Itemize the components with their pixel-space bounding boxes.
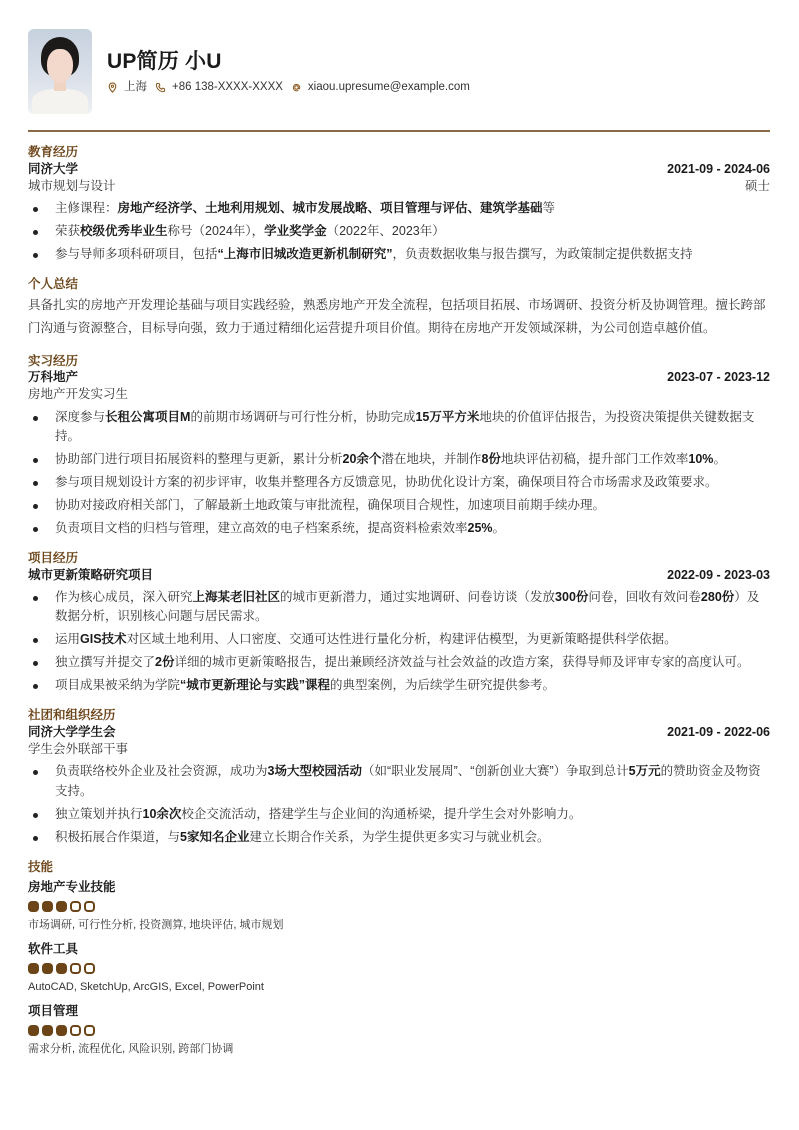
internship-entry-head bbox=[28, 369, 770, 386]
major: 城市规划与设计 bbox=[28, 178, 116, 193]
rating-dot-filled-icon bbox=[42, 1025, 53, 1036]
rating-dot-filled-icon bbox=[28, 901, 39, 912]
rating-dot-filled-icon bbox=[56, 963, 67, 974]
skill-desc: 需求分析, 流程优化, 风险识别, 跨部门协调 bbox=[28, 1043, 234, 1056]
education-entry-head bbox=[28, 161, 770, 178]
skill-level-rating bbox=[28, 901, 770, 912]
skill-name: 软件工具 bbox=[28, 942, 79, 957]
skill-item bbox=[28, 1002, 770, 1058]
project-name: 城市更新策略研究项目 bbox=[28, 567, 154, 582]
rating-dot-empty-icon bbox=[84, 901, 95, 912]
skill-name: 项目管理 bbox=[28, 1004, 79, 1019]
header-divider bbox=[28, 130, 770, 132]
list-item: 主修课程：房地产经济学、土地利用规划、城市发展战略、项目管理与评估、建筑学基础等 bbox=[28, 199, 770, 218]
organization-bullets bbox=[28, 762, 770, 847]
company-name: 万科地产 bbox=[28, 370, 79, 385]
phone-text: +86 138-XXXX-XXXX bbox=[172, 81, 283, 94]
skill-level-rating bbox=[28, 1025, 770, 1036]
section-education bbox=[28, 144, 770, 264]
organization-entry-head bbox=[28, 724, 770, 741]
internship-date: 2023-07 - 2023-12 bbox=[667, 370, 770, 385]
skill-desc: AutoCAD, SketchUp, ArcGIS, Excel, PowerPoint bbox=[28, 980, 264, 993]
list-item: 协助对接政府相关部门，了解最新土地政策与审批流程，确保项目合规性，加速项目前期手续办理。 bbox=[28, 496, 770, 515]
section-skills bbox=[28, 859, 770, 1059]
project-bullets bbox=[28, 588, 770, 695]
phone-icon bbox=[155, 82, 166, 93]
rating-dot-filled-icon bbox=[28, 1025, 39, 1036]
contact-location bbox=[107, 79, 147, 96]
skill-item bbox=[28, 940, 770, 996]
rating-dot-empty-icon bbox=[70, 1025, 81, 1036]
section-title-summary: 个人总结 bbox=[28, 277, 79, 292]
rating-dot-empty-icon bbox=[84, 1025, 95, 1036]
section-summary bbox=[28, 276, 770, 340]
rating-dot-filled-icon bbox=[42, 901, 53, 912]
candidate-name: UP简历 小U bbox=[107, 49, 222, 73]
list-item: 负责联络校外企业及社会资源，成功为3场大型校园活动（如“职业发展周”、“创新创业大赛”）争取到总计5万元的赞助资金及物资支持。 bbox=[28, 762, 770, 801]
education-bullets bbox=[28, 199, 770, 264]
rating-dot-empty-icon bbox=[84, 963, 95, 974]
school-name: 同济大学 bbox=[28, 161, 79, 176]
rating-dot-empty-icon bbox=[70, 901, 81, 912]
list-item: 独立撰写并提交了2份详细的城市更新策略报告，提出兼顾经济效益与社会效益的改造方案，获得导师及评审专家的高度认可。 bbox=[28, 653, 770, 672]
section-title-project: 项目经历 bbox=[28, 551, 79, 565]
education-date: 2021-09 - 2024-06 bbox=[667, 161, 770, 176]
section-title-education: 教育经历 bbox=[28, 145, 79, 159]
at-sign-icon bbox=[291, 82, 302, 93]
section-internship bbox=[28, 353, 770, 539]
list-item: 参与项目规划设计方案的初步评审，收集并整理各方反馈意见，协助优化设计方案，确保项目符合市场需求及政策要求。 bbox=[28, 473, 770, 492]
project-entry-head bbox=[28, 567, 770, 584]
list-item: 项目成果被采纳为学院“城市更新理论与实践”课程的典型案例，为后续学生研究提供参考。 bbox=[28, 676, 770, 695]
contact-row bbox=[107, 79, 478, 96]
organization-role: 学生会外联部干事 bbox=[28, 741, 129, 756]
rating-dot-filled-icon bbox=[42, 963, 53, 974]
rating-dot-filled-icon bbox=[56, 901, 67, 912]
list-item: 协助部门进行项目拓展资料的整理与更新，累计分析20余个潜在地块，并制作8份地块评估初稿，提升部门工作效率10%。 bbox=[28, 450, 770, 469]
degree: 硕士 bbox=[744, 178, 770, 193]
list-item: 负责项目文档的归档与管理，建立高效的电子档案系统，提高资料检索效率25%。 bbox=[28, 519, 770, 538]
email-text[interactable]: xiaou.upresume@example.com bbox=[307, 81, 470, 94]
skill-level-rating bbox=[28, 963, 770, 974]
list-item: 参与导师多项科研项目，包括“上海市旧城改造更新机制研究”，负责数据收集与报告撰写，为政策制定提供数据支持 bbox=[28, 245, 770, 264]
list-item: 深度参与长租公寓项目M的前期市场调研与可行性分析，协助完成15万平方米地块的价值评估报告，为投资决策提供关键数据支持。 bbox=[28, 408, 770, 447]
profile-photo bbox=[28, 29, 92, 114]
section-title-internship: 实习经历 bbox=[28, 353, 79, 368]
rating-dot-filled-icon bbox=[28, 963, 39, 974]
internship-bullets bbox=[28, 408, 770, 538]
summary-text: 具备扎实的房地产开发理论基础与项目实践经验，熟悉房地产开发全流程，包括项目拓展、市场调研、投资分析及协调管理。擅长跨部门沟通与资源整合，目标导向强，致力于通过精细化运营提升项目价值。期待在房地产开发领域深耕，为公司创造卓越价值。 bbox=[28, 298, 766, 336]
skill-name: 房地产专业技能 bbox=[28, 879, 116, 894]
organization-date: 2021-09 - 2022-06 bbox=[667, 725, 770, 739]
section-title-organization: 社团和组织经历 bbox=[28, 708, 116, 723]
organization-role-row bbox=[28, 741, 770, 759]
internship-role-row bbox=[28, 386, 770, 404]
skill-desc: 市场调研, 可行性分析, 投资测算, 地块评估, 城市规划 bbox=[28, 918, 284, 931]
list-item: 荣获校级优秀毕业生称号（2024年），学业奖学金（2022年、2023年） bbox=[28, 222, 770, 241]
internship-role: 房地产开发实习生 bbox=[28, 387, 129, 402]
skill-item bbox=[28, 878, 770, 934]
header-info bbox=[107, 46, 478, 97]
rating-dot-empty-icon bbox=[70, 963, 81, 974]
section-organization bbox=[28, 707, 770, 847]
list-item: 作为核心成员，深入研究上海某老旧社区的城市更新潜力，通过实地调研、问卷访谈（发放300份问卷，回收有效问卷280份）及数据分析，识别核心问题与居民需求。 bbox=[28, 588, 770, 627]
organization-name: 同济大学学生会 bbox=[28, 725, 116, 739]
rating-dot-filled-icon bbox=[56, 1025, 67, 1036]
list-item: 积极拓展合作渠道，与5家知名企业建立长期合作关系，为学生提供更多实习与就业机会。 bbox=[28, 828, 770, 847]
project-date: 2022-09 - 2023-03 bbox=[667, 567, 770, 582]
list-item: 独立策划并执行10余次校企交流活动，搭建学生与企业间的沟通桥梁，提升学生会对外影响力。 bbox=[28, 805, 770, 824]
section-project bbox=[28, 550, 770, 695]
education-entry-sub bbox=[28, 178, 770, 196]
list-item: 运用GIS技术对区域土地利用、人口密度、交通可达性进行量化分析，构建评估模型，为更新策略提供科学依据。 bbox=[28, 630, 770, 649]
section-title-skills: 技能 bbox=[28, 859, 54, 874]
contact-email[interactable] bbox=[291, 79, 470, 96]
contact-phone bbox=[155, 79, 283, 96]
location-pin-icon bbox=[107, 82, 118, 93]
location-text: 上海 bbox=[124, 81, 147, 94]
resume-header bbox=[28, 28, 770, 114]
